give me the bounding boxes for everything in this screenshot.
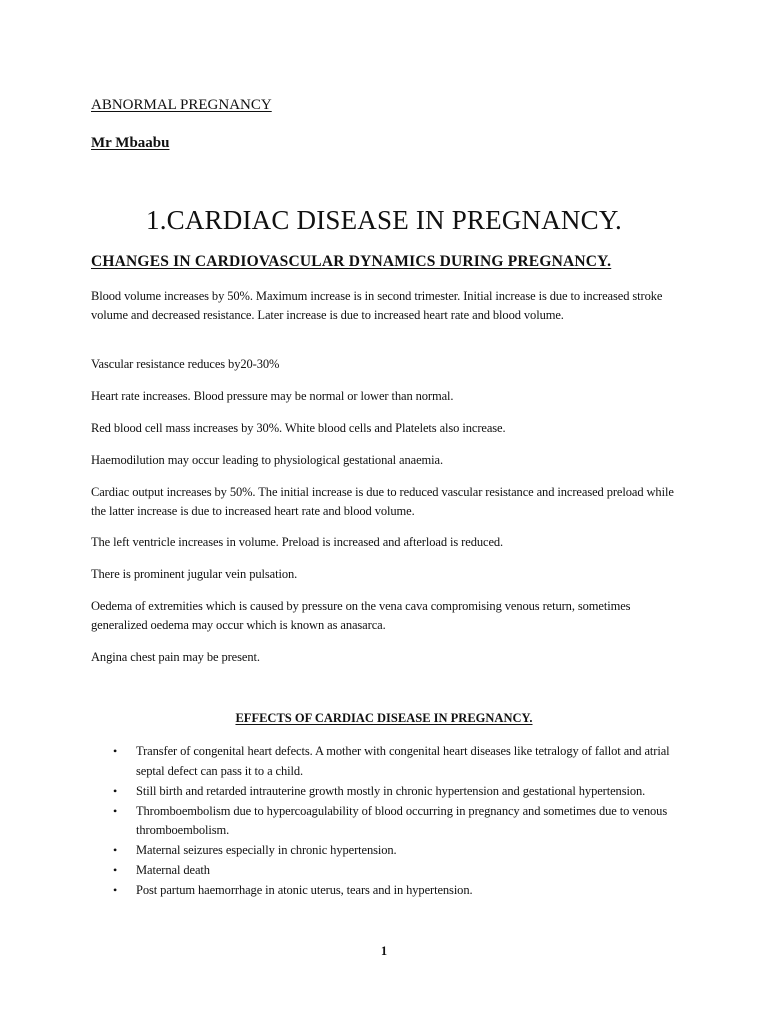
list-item — [91, 802, 691, 841]
list-item-text: Maternal seizures especially in chronic hypertension. — [136, 843, 397, 857]
paragraph: Red blood cell mass increases by 30%. White blood cells and Platelets also increase. — [91, 421, 506, 435]
list-item — [91, 742, 691, 781]
list-item-text: Transfer of congenital heart defects. A mother with congenital heart diseases like tetralogy of fallot and atrial septal defect can pass it to a child. — [136, 744, 670, 778]
paragraph: Blood volume increases by 50%. Maximum increase is in second trimester. Initial increase is due to increased stroke volume and decreased resistance. Later increase is due to increased heart rate and blood volume. — [91, 289, 663, 322]
bullet-icon: • — [113, 883, 118, 897]
bullet-icon: • — [113, 843, 118, 857]
list-item — [91, 861, 691, 881]
list-item — [91, 881, 691, 901]
paragraph: Oedema of extremities which is caused by pressure on the vena cava compromising venous return, sometimes generalized oedema may occur which is known as anasarca. — [91, 599, 631, 632]
paragraph: There is prominent jugular vein pulsation. — [91, 567, 298, 581]
list-item-text: Thromboembolism due to hypercoagulability of blood occurring in pregnancy and sometimes due to venous thromboembolism. — [136, 803, 668, 837]
bullet-icon: • — [113, 863, 118, 877]
list-item — [91, 782, 691, 802]
bullet-icon: • — [113, 783, 118, 798]
list-item-text: Maternal death — [136, 863, 210, 877]
paragraph: The left ventricle increases in volume. Preload is increased and afterload is reduced. — [91, 535, 504, 549]
paragraph: Cardiac output increases by 50%. The initial increase is due to reduced vascular resistance and increased preload while the latter increase is due to increased heart rate and blood volume. — [91, 485, 674, 518]
page-title: 1.CARDIAC DISEASE IN PREGNANCY. — [146, 205, 622, 235]
paragraph: Heart rate increases. Blood pressure may be normal or lower than normal. — [91, 389, 454, 403]
paragraph: Vascular resistance reduces by20-30% — [91, 357, 280, 371]
paragraph: Haemodilution may occur leading to physiological gestational anaemia. — [91, 453, 444, 467]
section-heading-cardiovascular-changes: CHANGES IN CARDIOVASCULAR DYNAMICS DURING PREGNANCY. — [91, 253, 612, 270]
author-name: Mr Mbaabu — [91, 135, 170, 151]
bullet-icon: • — [113, 803, 118, 818]
effects-bullet-list — [91, 742, 691, 901]
section-heading-effects: EFFECTS OF CARDIAC DISEASE IN PREGNANCY. — [235, 711, 533, 725]
document-heading: ABNORMAL PREGNANCY — [91, 97, 272, 113]
list-item-text: Still birth and retarded intrauterine growth mostly in chronic hypertension and gestational hypertension. — [136, 783, 646, 798]
list-item — [91, 841, 691, 861]
paragraph: Angina chest pain may be present. — [91, 650, 260, 664]
bullet-icon: • — [113, 744, 118, 758]
list-item-text: Post partum haemorrhage in atonic uterus, tears and in hypertension. — [136, 883, 473, 897]
page-number: 1 — [380, 944, 388, 958]
